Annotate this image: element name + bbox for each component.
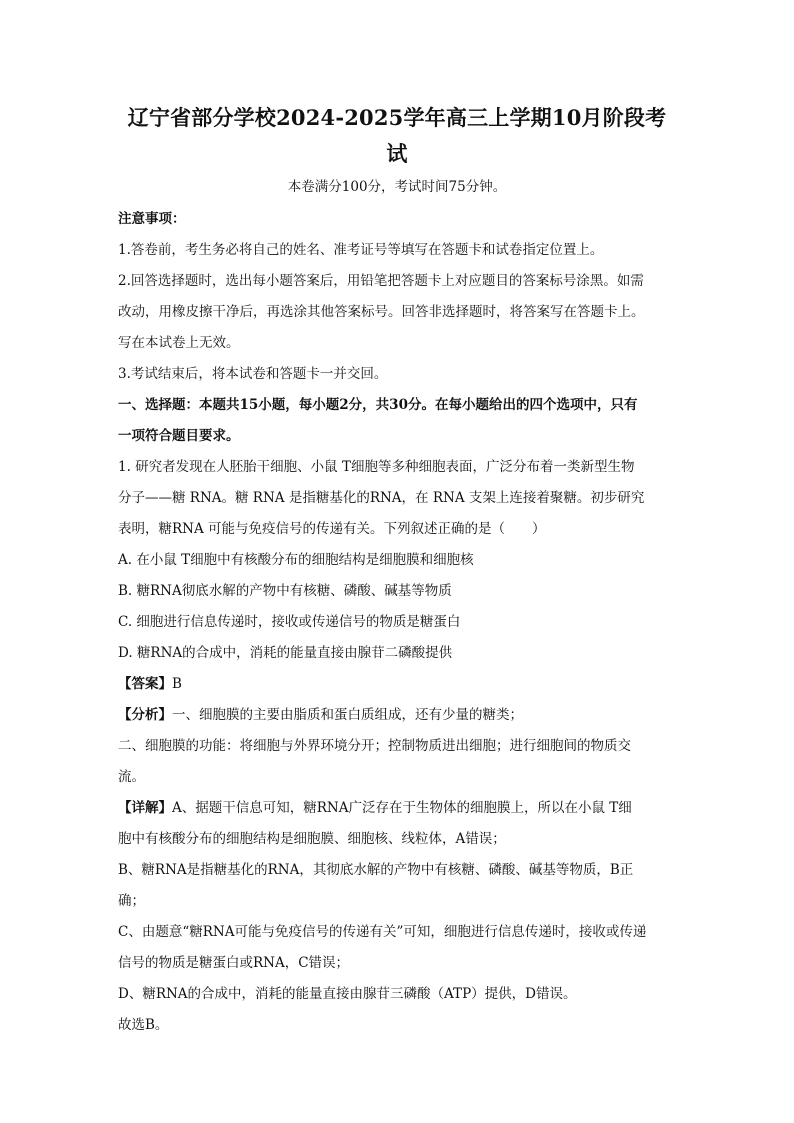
page-title: 辽宁省部分学校2024-2025学年高三上学期10月阶段考试: [127, 105, 667, 166]
notice-heading: 注意事项：: [118, 211, 186, 227]
question-stem: 1. 研究者发现在人胚胎干细胞、小鼠 T细胞等多种细胞表面，广泛分布着一类新型生物: [118, 459, 635, 475]
detail-line: [118, 793, 676, 824]
option-a: A. 在小鼠 T细胞中有核酸分布的细胞结构是细胞膜和细胞核: [118, 552, 474, 568]
analysis-line: [118, 700, 676, 731]
notice-item: 3.考试结束后，将本试卷和答题卡一并交回。: [118, 366, 388, 382]
analysis-text: 二、细胞膜的功能：将细胞与外界环境分开；控制物质进出细胞；进行细胞间的物质交: [118, 738, 631, 754]
detail-text: 信号的物质是糖蛋白或RNA，C错误；: [118, 955, 350, 971]
answer-label: 【答案】: [118, 676, 172, 692]
notice-item: 1.答卷前，考生务必将自己的姓名、准考证号等填写在答题卡和试卷指定位置上。: [118, 242, 604, 258]
detail-label: 【详解】: [118, 800, 172, 816]
option-b: B. 糖RNA彻底水解的产物中有核糖、磷酸、碱基等物质: [118, 583, 452, 599]
section-heading: 一、选择题：本题共15小题，每小题2分，共30分。在每小题给出的四个选项中，只有: [118, 397, 638, 413]
detail-text: 胞中有核酸分布的细胞结构是细胞膜、细胞核、线粒体，A错误；: [118, 831, 506, 847]
detail-text: B、糖RNA是指糖基化的RNA，其彻底水解的产物中有核糖、磷酸、碱基等物质，B正: [118, 862, 634, 878]
notice-item: 写在本试卷上无效。: [118, 335, 240, 351]
analysis-text: 流。: [118, 769, 145, 785]
option-d: D. 糖RNA的合成中，消耗的能量直接由腺苷二磷酸提供: [118, 645, 453, 661]
answer-value: B: [172, 676, 182, 692]
analysis-label: 【分析】: [118, 707, 172, 723]
question-stem: 分子——糖 RNA。糖 RNA 是指糖基化的RNA，在 RNA 支架上连接着聚糖。初步研究: [118, 490, 645, 506]
question-stem: 表明，糖RNA 可能与免疫信号的传递有关。下列叙述正确的是（ ）: [118, 521, 546, 537]
detail-text: 确；: [118, 893, 145, 909]
exam-subtitle: 本卷满分100分，考试时间75分钟。: [287, 179, 507, 195]
detail-text: 故选B。: [118, 1017, 169, 1033]
analysis-text: 一、细胞膜的主要由脂质和蛋白质组成，还有少量的糖类；: [172, 707, 523, 723]
detail-text: C、由题意“糖RNA可能与免疫信号的传递有关”可知，细胞进行信息传递时，接收或传递: [118, 924, 647, 940]
option-c: C. 细胞进行信息传递时，接收或传递信号的物质是糖蛋白: [118, 614, 461, 630]
notice-item: 2.回答选择题时，选出每小题答案后，用铅笔把答题卡上对应题目的答案标号涂黑。如需: [118, 273, 644, 289]
answer-line: [118, 669, 676, 700]
detail-text: D、糖RNA的合成中，消耗的能量直接由腺苷三磷酸（ATP）提供，D错误。: [118, 986, 577, 1002]
section-heading-cont: 一项符合题目要求。: [118, 428, 240, 444]
notice-item: 改动，用橡皮擦干净后，再选涂其他答案标号。回答非选择题时，将答案写在答题卡上。: [118, 304, 645, 320]
detail-text: A、据题干信息可知，糖RNA广泛存在于生物体的细胞膜上，所以在小鼠 T细: [172, 800, 632, 816]
